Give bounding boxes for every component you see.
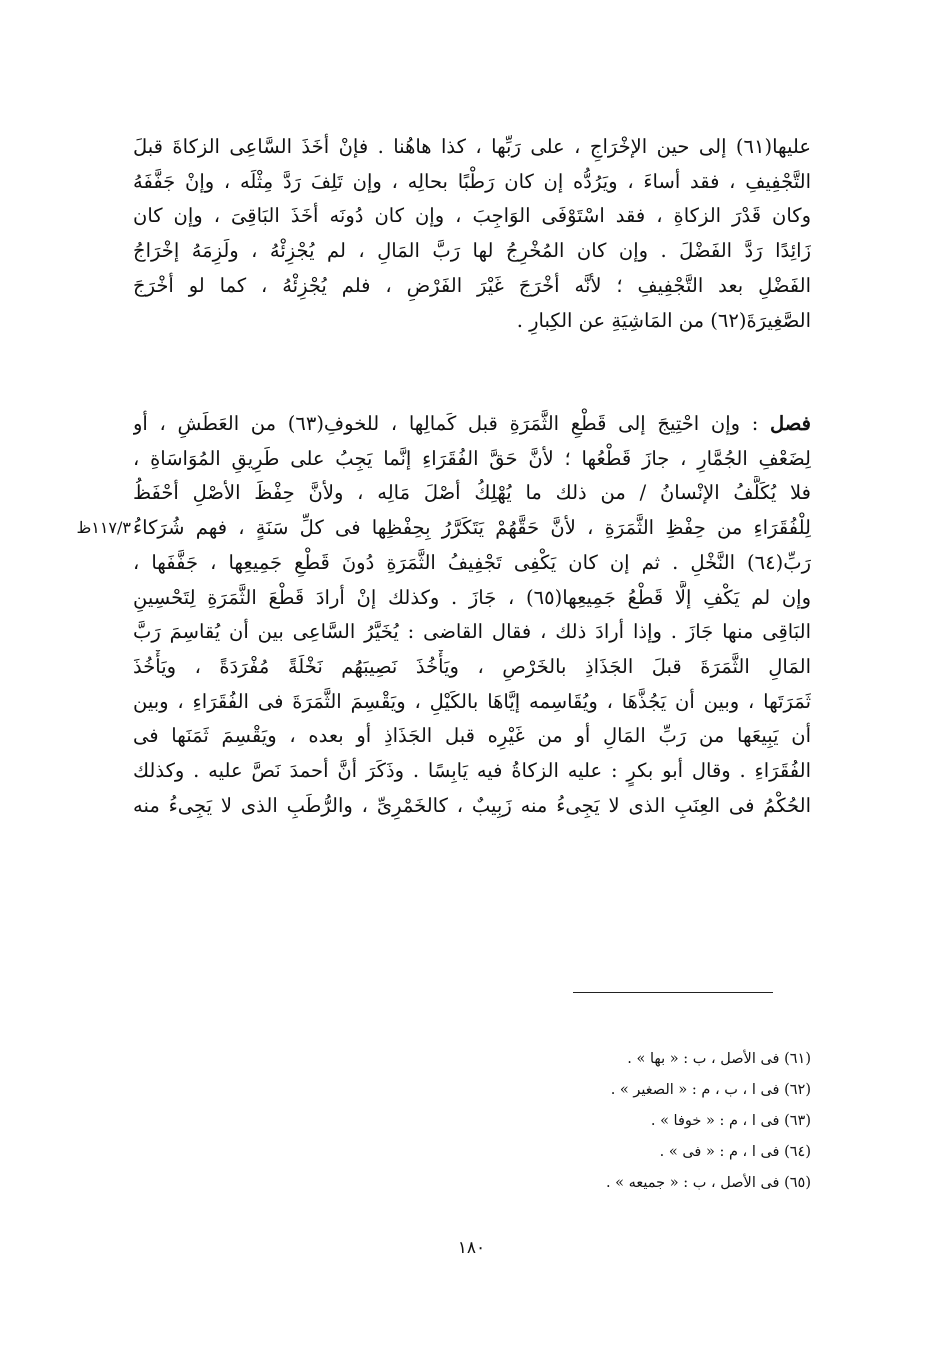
- footnote: (٦٣) فى ا ، م : « خوفا » .: [650, 1113, 811, 1129]
- text-line: زَائِدًا رَدَّ الفَضْلَ . وإن كان المُخْرِجُ لها رَبَّ المَالِ ، لم يُجْزِئْهُ ، ولَزِمَهُ إخْرَاجُ: [133, 239, 811, 263]
- text-line: عليها(٦١) إلى حين الإخْرَاجِ ، على رَبِّها ، كذا هاهُنا . فإنْ أخَذَ السَّاعِى الزكاةَ قبلَ: [133, 135, 811, 158]
- paragraph-2: [133, 407, 811, 823]
- text-line: رَبِّ(٦٤) النَّخْلِ . ثم إن كان يَكْفِى تَجْفِيفُ الثَّمَرَةِ دُونَ قَطْعِ جَمِيعِها ، جَفَّفَها ،: [133, 550, 811, 574]
- section-heading: فصل: [770, 412, 811, 435]
- text-line: أن يَبِيعَها من رَبِّ المَالِ أو من غَيْرِه قبل الجَذَاذِ أو بعده ، ويَقْسِمَ ثَمَنَها فى: [133, 724, 811, 748]
- footnote: (٦١) فى الأصل ، ب : « بها » .: [627, 1051, 811, 1067]
- text-line-rest: : وإن احْتِيجَ إلى قَطْعِ الثَّمَرَةِ قبل كَمالِها ، للخوفِ(٦٣) من العَطَشِ ، أو: [133, 412, 770, 435]
- text-line: ثَمَرَتَها ، وبين أن يَجُذَّهَا ، ويُقَاسِمه إيَّاهَا بالكَيْلِ ، ويَقْسِمَ الثَّمَرَةَ فى الفُقَرَاءِ ، وبين: [133, 689, 811, 713]
- text-line: وكان قَدْرَ الزكاةِ ، فقد اسْتَوْفَى الوَاجِبَ ، وإن كان دُونَه أخَذَ البَاقِىَ ، وإن كان: [133, 204, 811, 228]
- margin-reference: ١١٧/٣ظ: [76, 518, 131, 537]
- footnote: (٦٢) فى ا ، ب ، م : « الصغير » .: [610, 1082, 811, 1098]
- text-line: وإن لم يَكْفِ إلَّا قَطْعُ جَمِيعِها(٦٥) ، جَازَ . وكذلك إنْ أرادَ قَطْعَ الثَّمَرَةِ لِتَحْسِينِ: [133, 585, 811, 609]
- text-line: [133, 407, 811, 442]
- footnotes: [411, 1044, 811, 1199]
- text-line: الصَّغِيرَةَ(٦٢) من المَاشِيَةِ عن الكِبارِ .: [516, 308, 811, 332]
- text-line: الحُكْمُ فى العِنَبِ الذى لا يَجِىءُ منه زَبِيبٌ ، كالخَمْرِىِّ ، والرُّطَبِ الذى لا يَجِىءُ منه: [133, 793, 811, 817]
- text-line: الفُقَرَاءِ . وقال أبو بكرٍ : عليه الزكاةُ فيه يَابِسًا . وذَكَرَ أنَّ أحمدَ نَصَّ عليه . وكذلك: [133, 759, 811, 783]
- footnote-separator: [573, 992, 773, 993]
- footnote: (٦٥) فى الأصل ، ب : « جميعه » .: [605, 1175, 811, 1191]
- footnote: (٦٤) فى ا ، م : « فى » .: [659, 1144, 811, 1160]
- text-line: التَّجْفِيفِ ، فقد أساءَ ، ويَرُدُّه إن كان رَطْبًا بحالِه ، وإن تَلِفَ رَدَّ مِثْلَه ، وإنْ جَفَّفَهُ: [133, 169, 811, 193]
- page-number: ١٨٠: [457, 1238, 486, 1258]
- text-line: لِضَعْفِ الجُمَّارِ ، جازَ قَطْعُها ؛ لأنَّ حَقَّ الفُقَرَاءِ إنَّما يَجِبُ على طَرِيقِ المُوَاسَاةِ ،: [133, 446, 811, 470]
- text-line: فلا يُكَلَّفُ الإنْسانُ / من ذلك ما يُهْلِكُ أصْلَ مَالِه ، ولأنَّ حِفْظَ الأصْلِ أحْفَظُ: [133, 481, 811, 505]
- text-line: المَالِ الثَّمَرَةَ قبلَ الجَذَاذِ بالخَرْصِ ، ويَأْخُذَ نَصِيبَهُم نَخْلَةً مُفْرَدَةً ، ويَأْخُذَ: [133, 654, 811, 678]
- text-line: البَاقِى منها جَازَ . وإذا أرادَ ذلك ، فقال القاضى : يُخَيَّرُ السَّاعِى بين أن يُقاسِمَ رَبَّ: [133, 620, 811, 644]
- text-line: لِلْفُقَرَاءِ من حِفْظِ الثَّمَرَةِ ، لأنَّ حَقَّهُمْ يَتَكَرَّرُ بِحِفْظِها فى كلِّ سَنَةٍ ، فهم شُرَكاءُ: [133, 516, 811, 540]
- text-line: الفَضْلِ بعد التَّجْفِيفِ ؛ لأنَّه أخْرَجَ غَيْرَ الفَرْضِ ، فلم يُجْزِئْهُ ، كما لو أخْرَجَ: [133, 273, 811, 297]
- paragraph-1: [133, 130, 811, 338]
